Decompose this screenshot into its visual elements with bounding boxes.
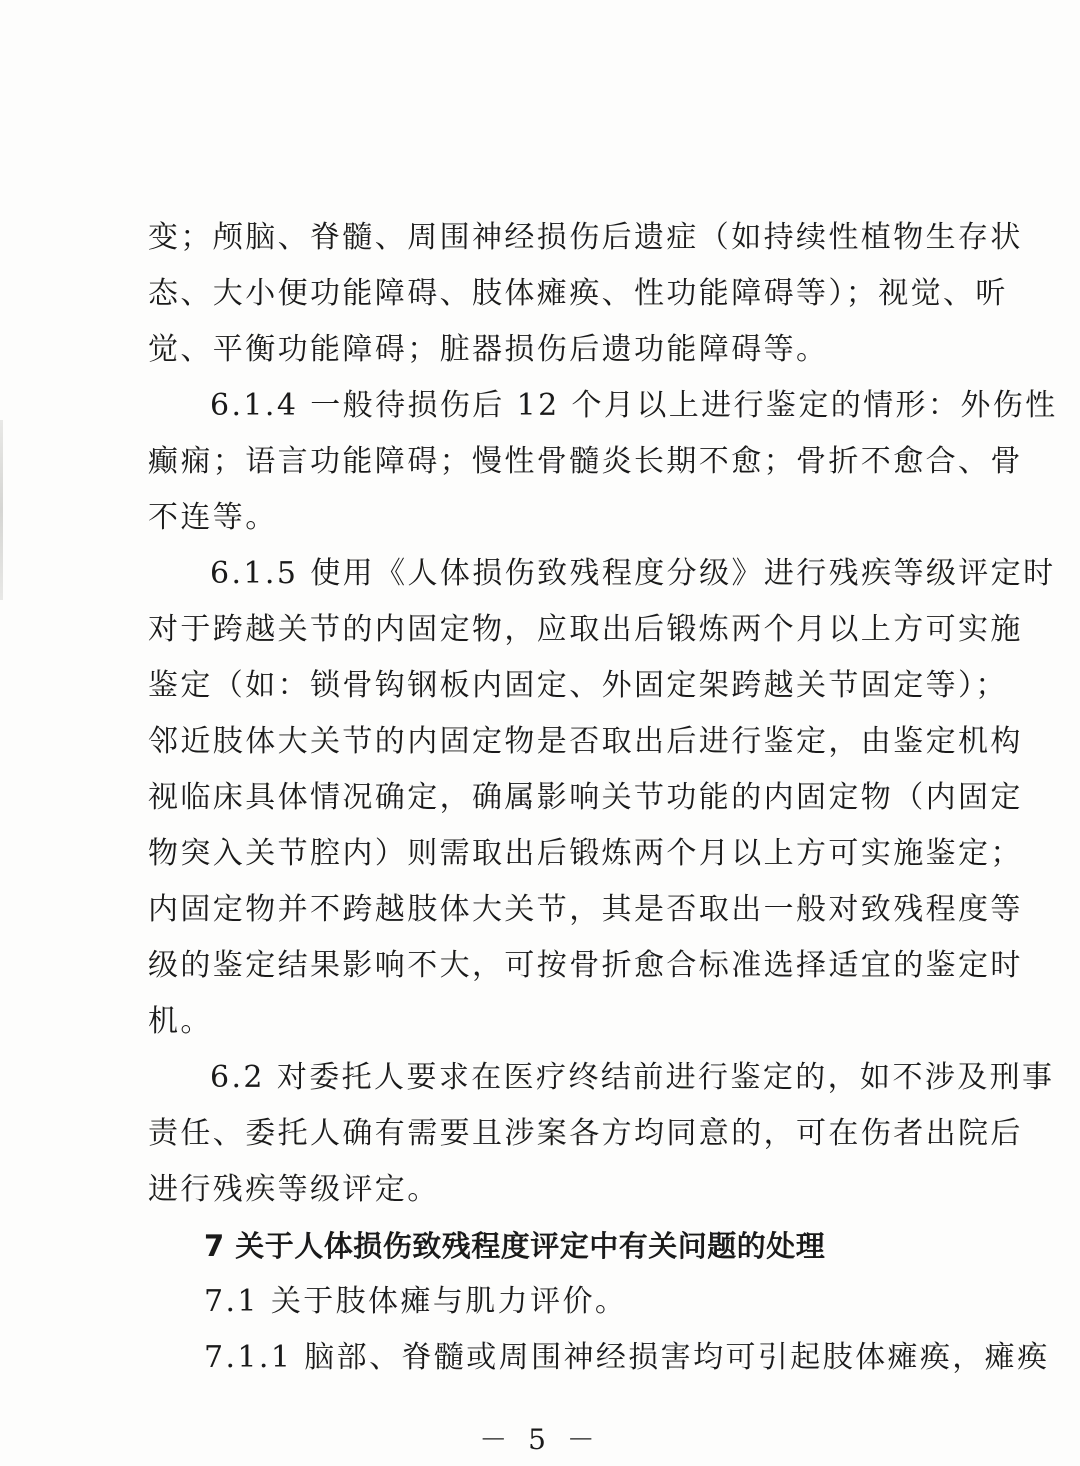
text-line: 进行残疾等级评定。 <box>148 1172 440 1207</box>
text-line: 觉、平衡功能障碍；脏器损伤后遗功能障碍等。 <box>148 332 829 367</box>
text-line: 7.1 关于肢体瘫与肌力评价。 <box>204 1284 628 1319</box>
text-line: 对于跨越关节的内固定物，应取出后锻炼两个月以上方可实施 <box>148 612 1023 647</box>
text-line: 7.1.1 脑部、脊髓或周围神经损害均可引起肢体瘫痪，瘫痪 <box>204 1340 1050 1375</box>
text-line: 级的鉴定结果影响不大，可按骨折愈合标准选择适宜的鉴定时 <box>148 948 1023 983</box>
text-line: 变；颅脑、脊髓、周围神经损伤后遗症（如持续性植物生存状 <box>148 220 1023 255</box>
text-line: 态、大小便功能障碍、肢体瘫痪、性功能障碍等）；视觉、听 <box>148 276 1008 311</box>
text-line: 不连等。 <box>148 500 278 535</box>
text-line: 机。 <box>148 1004 213 1039</box>
text-line: 6.1.4 一般待损伤后 12 个月以上进行鉴定的情形：外伤性 <box>210 388 1058 423</box>
section-heading: 7 关于人体损伤致残程度评定中有关问题的处理 <box>204 1229 826 1263</box>
text-line: 视临床具体情况确定，确属影响关节功能的内固定物（内固定 <box>148 780 1023 815</box>
text-line: 癫痫；语言功能障碍；慢性骨髓炎长期不愈；骨折不愈合、骨 <box>148 444 1023 479</box>
text-line: 物突入关节腔内）则需取出后锻炼两个月以上方可实施鉴定； <box>148 836 1023 871</box>
page-number: － 5 － <box>479 1423 601 1456</box>
text-line: 邻近肢体大关节的内固定物是否取出后进行鉴定，由鉴定机构 <box>148 724 1023 759</box>
text-line: 6.2 对委托人要求在医疗终结前进行鉴定的，如不涉及刑事 <box>210 1060 1055 1095</box>
text-line: 鉴定（如：锁骨钩钢板内固定、外固定架跨越关节固定等）； <box>148 668 1008 703</box>
text-line: 内固定物并不跨越肢体大关节，其是否取出一般对致残程度等 <box>148 892 1023 927</box>
text-line: 责任、委托人确有需要且涉案各方均同意的，可在伤者出院后 <box>148 1116 1023 1151</box>
scan-edge-shadow <box>0 420 3 600</box>
text-line: 6.1.5 使用《人体损伤致残程度分级》进行残疾等级评定时 <box>210 556 1056 591</box>
